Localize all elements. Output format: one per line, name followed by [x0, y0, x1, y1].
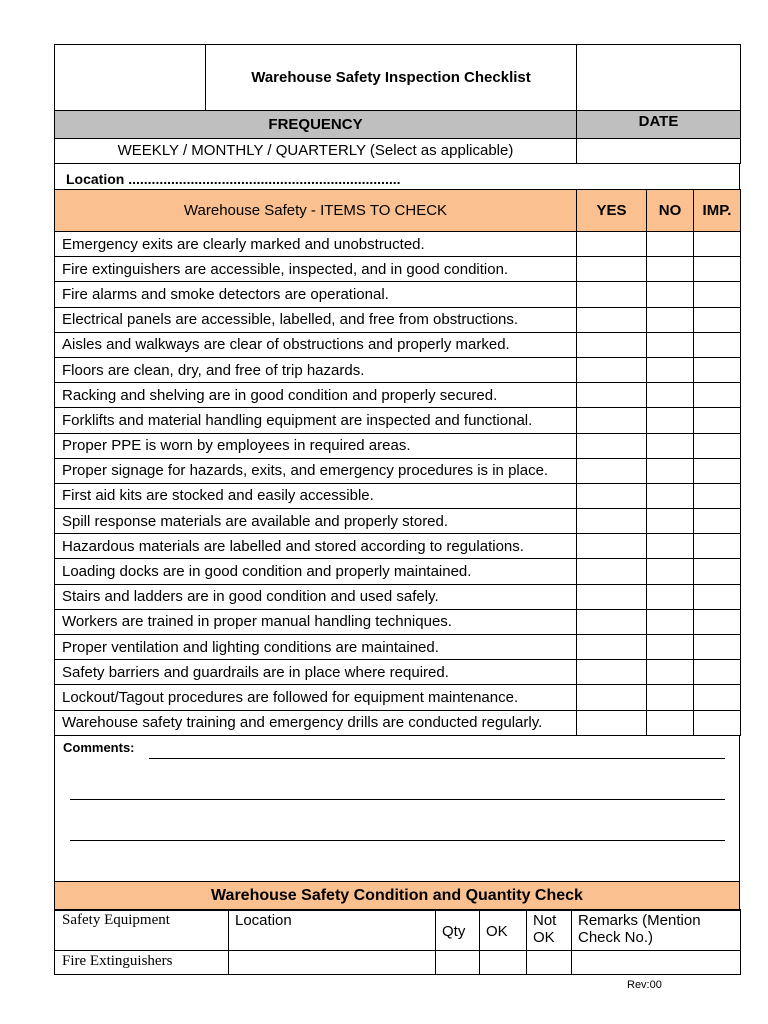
imp-checkbox-cell[interactable]	[694, 534, 741, 559]
no-checkbox-cell[interactable]	[647, 232, 694, 257]
imp-checkbox-cell[interactable]	[694, 357, 741, 382]
checklist-item-text: Lockout/Tagout procedures are followed for equipment maintenance.	[55, 685, 577, 710]
revision-label: Rev:00	[627, 979, 662, 991]
items-header-row	[55, 190, 741, 232]
no-checkbox-cell[interactable]	[647, 282, 694, 307]
table-row	[55, 232, 741, 257]
imp-checkbox-cell[interactable]	[694, 257, 741, 282]
imp-checkbox-cell[interactable]	[694, 483, 741, 508]
table-row	[55, 685, 741, 710]
no-checkbox-cell[interactable]	[647, 534, 694, 559]
yes-checkbox-cell[interactable]	[577, 685, 647, 710]
imp-checkbox-cell[interactable]	[694, 660, 741, 685]
table-row	[55, 951, 741, 975]
checklist-item-text: Proper signage for hazards, exits, and emergency procedures is in place.	[55, 458, 577, 483]
items-table	[54, 189, 741, 736]
table-row	[55, 660, 741, 685]
checklist-item-text: Aisles and walkways are clear of obstructions and properly marked.	[55, 332, 577, 357]
no-checkbox-cell[interactable]	[647, 332, 694, 357]
checklist-item-text: Electrical panels are accessible, labelled, and free from obstructions.	[55, 307, 577, 332]
yes-checkbox-cell[interactable]	[577, 584, 647, 609]
checklist-item-text: Stairs and ladders are in good condition and used safely.	[55, 584, 577, 609]
date-label: DATE	[577, 110, 741, 138]
document-title: Warehouse Safety Inspection Checklist	[206, 45, 577, 111]
yes-checkbox-cell[interactable]	[577, 307, 647, 332]
imp-checkbox-cell[interactable]	[694, 710, 741, 735]
no-checkbox-cell[interactable]	[647, 357, 694, 382]
checklist-item-text: Hazardous materials are labelled and stored according to regulations.	[55, 534, 577, 559]
imp-checkbox-cell[interactable]	[694, 635, 741, 660]
qty-cell[interactable]	[436, 951, 480, 975]
checklist-item-text: Emergency exits are clearly marked and unobstructed.	[55, 232, 577, 257]
ok-header: OK	[480, 910, 527, 951]
table-row	[55, 433, 741, 458]
no-checkbox-cell[interactable]	[647, 408, 694, 433]
imp-checkbox-cell[interactable]	[694, 458, 741, 483]
no-checkbox-cell[interactable]	[647, 458, 694, 483]
yes-checkbox-cell[interactable]	[577, 609, 647, 634]
imp-checkbox-cell[interactable]	[694, 609, 741, 634]
date-field[interactable]	[577, 138, 741, 163]
checklist-item-text: Proper PPE is worn by employees in required areas.	[55, 433, 577, 458]
not-ok-cell[interactable]	[527, 951, 572, 975]
no-checkbox-cell[interactable]	[647, 257, 694, 282]
table-row	[55, 458, 741, 483]
condition-header-row	[55, 910, 741, 951]
table-row	[55, 534, 741, 559]
imp-checkbox-cell[interactable]	[694, 509, 741, 534]
location-cell[interactable]	[229, 951, 436, 975]
yes-checkbox-cell[interactable]	[577, 232, 647, 257]
table-row	[55, 559, 741, 584]
not-ok-header: Not OK	[527, 910, 572, 951]
table-row	[55, 635, 741, 660]
table-row	[55, 383, 741, 408]
frequency-label: FREQUENCY	[55, 110, 577, 138]
location-field[interactable]: Location ......................................................................	[54, 164, 740, 191]
checklist-item-text: Safety barriers and guardrails are in place where required.	[55, 660, 577, 685]
no-checkbox-cell[interactable]	[647, 710, 694, 735]
condition-section-title: Warehouse Safety Condition and Quantity Check	[54, 882, 740, 911]
no-checkbox-cell[interactable]	[647, 509, 694, 534]
table-row	[55, 483, 741, 508]
imp-checkbox-cell[interactable]	[694, 559, 741, 584]
imp-checkbox-cell[interactable]	[694, 307, 741, 332]
table-row	[55, 332, 741, 357]
imp-checkbox-cell[interactable]	[694, 282, 741, 307]
checklist-item-text: Workers are trained in proper manual handling techniques.	[55, 609, 577, 634]
yes-checkbox-cell[interactable]	[577, 534, 647, 559]
table-row	[55, 609, 741, 634]
no-checkbox-cell[interactable]	[647, 383, 694, 408]
no-checkbox-cell[interactable]	[647, 483, 694, 508]
yes-checkbox-cell[interactable]	[577, 282, 647, 307]
checklist-item-text: First aid kits are stocked and easily accessible.	[55, 483, 577, 508]
yes-checkbox-cell[interactable]	[577, 710, 647, 735]
imp-checkbox-cell[interactable]	[694, 383, 741, 408]
yes-checkbox-cell[interactable]	[577, 483, 647, 508]
imp-checkbox-cell[interactable]	[694, 685, 741, 710]
yes-checkbox-cell[interactable]	[577, 383, 647, 408]
imp-checkbox-cell[interactable]	[694, 408, 741, 433]
checklist-item-text: Loading docks are in good condition and properly maintained.	[55, 559, 577, 584]
checklist-item-text: Warehouse safety training and emergency drills are conducted regularly.	[55, 710, 577, 735]
no-checkbox-cell[interactable]	[647, 609, 694, 634]
items-heading: Warehouse Safety - ITEMS TO CHECK	[55, 190, 577, 232]
frequency-table	[54, 110, 741, 164]
no-checkbox-cell[interactable]	[647, 685, 694, 710]
no-column-header: NO	[647, 190, 694, 232]
checklist-item-text: Racking and shelving are in good condition and properly secured.	[55, 383, 577, 408]
imp-column-header: IMP.	[694, 190, 741, 232]
yes-checkbox-cell[interactable]	[577, 509, 647, 534]
yes-checkbox-cell[interactable]	[577, 635, 647, 660]
condition-table	[54, 909, 741, 975]
yes-checkbox-cell[interactable]	[577, 559, 647, 584]
checklist-item-text: Floors are clean, dry, and free of trip hazards.	[55, 357, 577, 382]
equipment-name: Fire Extinguishers	[55, 951, 229, 975]
checklist-item-text: Forklifts and material handling equipment are inspected and functional.	[55, 408, 577, 433]
comment-line[interactable]	[70, 840, 725, 841]
table-row	[55, 257, 741, 282]
table-row	[55, 307, 741, 332]
yes-checkbox-cell[interactable]	[577, 433, 647, 458]
table-row	[55, 509, 741, 534]
table-row	[55, 408, 741, 433]
ok-cell[interactable]	[480, 951, 527, 975]
frequency-options[interactable]: WEEKLY / MONTHLY / QUARTERLY (Select as applicable)	[55, 138, 577, 163]
checklist-item-text: Spill response materials are available and properly stored.	[55, 509, 577, 534]
checklist-item-text: Fire alarms and smoke detectors are operational.	[55, 282, 577, 307]
yes-checkbox-cell[interactable]	[577, 660, 647, 685]
imp-checkbox-cell[interactable]	[694, 232, 741, 257]
no-checkbox-cell[interactable]	[647, 660, 694, 685]
yes-checkbox-cell[interactable]	[577, 257, 647, 282]
yes-checkbox-cell[interactable]	[577, 357, 647, 382]
logo-cell[interactable]	[55, 45, 206, 111]
table-row	[55, 357, 741, 382]
checklist-sheet	[54, 44, 740, 975]
imp-checkbox-cell[interactable]	[694, 332, 741, 357]
checklist-item-text: Proper ventilation and lighting conditions are maintained.	[55, 635, 577, 660]
comment-line[interactable]	[149, 758, 725, 759]
remarks-cell[interactable]	[572, 951, 741, 975]
imp-checkbox-cell[interactable]	[694, 584, 741, 609]
table-row	[55, 710, 741, 735]
remarks-header: Remarks (Mention Check No.)	[572, 910, 741, 951]
location-header: Location	[229, 910, 436, 951]
no-checkbox-cell[interactable]	[647, 584, 694, 609]
no-checkbox-cell[interactable]	[647, 307, 694, 332]
yes-checkbox-cell[interactable]	[577, 458, 647, 483]
no-checkbox-cell[interactable]	[647, 433, 694, 458]
yes-checkbox-cell[interactable]	[577, 408, 647, 433]
imp-checkbox-cell[interactable]	[694, 433, 741, 458]
document-info-cell[interactable]	[577, 45, 741, 111]
yes-column-header: YES	[577, 190, 647, 232]
no-checkbox-cell[interactable]	[647, 635, 694, 660]
safety-equipment-header: Safety Equipment	[55, 910, 229, 951]
header-table	[54, 44, 741, 111]
no-checkbox-cell[interactable]	[647, 559, 694, 584]
table-row	[55, 282, 741, 307]
yes-checkbox-cell[interactable]	[577, 332, 647, 357]
table-row	[55, 584, 741, 609]
comments-label: Comments:	[63, 739, 135, 755]
comment-line[interactable]	[70, 799, 725, 800]
comments-section[interactable]	[54, 736, 740, 882]
checklist-item-text: Fire extinguishers are accessible, inspected, and in good condition.	[55, 257, 577, 282]
qty-header: Qty	[436, 910, 480, 951]
